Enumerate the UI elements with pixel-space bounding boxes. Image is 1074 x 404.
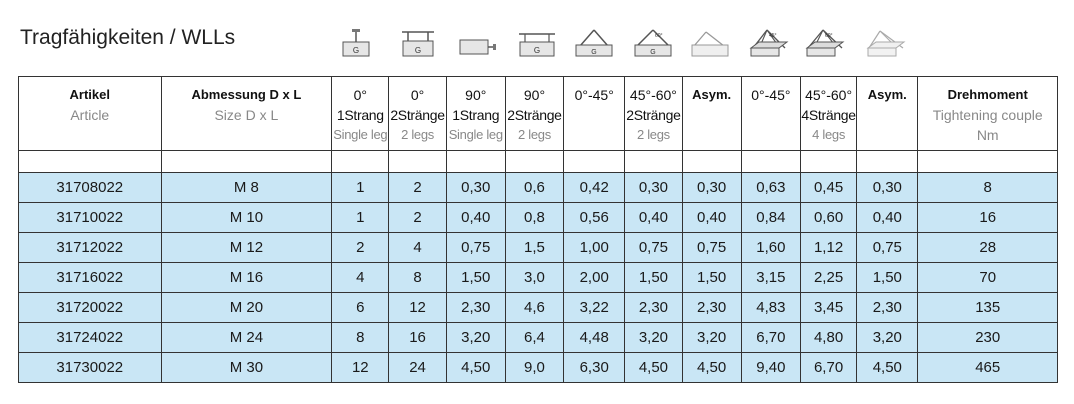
cell-four-legs-0-45deg: 6,70 [741, 323, 800, 353]
header-row [19, 77, 1058, 151]
cell-size: M 30 [161, 353, 332, 383]
cell-four-legs-45-60deg: 0,60 [800, 203, 856, 233]
header-two-legs-0-45deg [564, 77, 625, 151]
header-label: Drehmoment [947, 87, 1028, 102]
cell-two-legs-90deg: 4,6 [505, 293, 563, 323]
cell-two-legs-0deg: 24 [389, 353, 446, 383]
cell-single-leg-0deg: 1 [332, 173, 389, 203]
icon-letter: G [591, 49, 597, 56]
two-legs-90deg-icon [517, 28, 557, 60]
cell-two-legs-0deg: 8 [389, 263, 446, 293]
table-row [19, 173, 1058, 203]
cell-single-leg-90deg: 0,30 [446, 173, 505, 203]
header-four-legs-asym [857, 77, 918, 151]
cell-four-legs-0-45deg: 0,84 [741, 203, 800, 233]
cell-two-legs-90deg: 0,8 [505, 203, 563, 233]
header-label: Abmessung D x L [191, 87, 302, 102]
header-angle: 90° [523, 87, 546, 103]
lifting-configuration-icons [0, 28, 1074, 62]
cell-four-legs-45-60deg: 6,70 [800, 353, 856, 383]
header-legs-en: 2 legs [636, 127, 670, 142]
cell-four-legs-asym: 2,30 [857, 293, 918, 323]
cell-single-leg-0deg: 8 [332, 323, 389, 353]
cell-article: 31710022 [19, 203, 162, 233]
cell-four-legs-0-45deg: 4,83 [741, 293, 800, 323]
cell-two-legs-asym: 2,30 [682, 293, 741, 323]
table-row [19, 203, 1058, 233]
cell-single-leg-0deg: 4 [332, 263, 389, 293]
cell-two-legs-90deg: 9,0 [505, 353, 563, 383]
cell-two-legs-asym: 3,20 [682, 323, 741, 353]
spacer-row [19, 151, 1058, 173]
cell-article: 31724022 [19, 323, 162, 353]
cell-size: M 16 [161, 263, 332, 293]
two-legs-0deg-icon [398, 28, 438, 60]
header-two-legs-90deg [505, 77, 563, 151]
cell-single-leg-90deg: 0,40 [446, 203, 505, 233]
cell-article: 31720022 [19, 293, 162, 323]
table-row [19, 233, 1058, 263]
header-angle: 0° [410, 87, 425, 103]
header-unit: Nm [976, 127, 999, 143]
table-row [19, 263, 1058, 293]
header-legs-de: 2Stränge [626, 107, 681, 123]
cell-article: 31716022 [19, 263, 162, 293]
four-legs-45-60deg-icon [805, 28, 845, 60]
cell-two-legs-0deg: 2 [389, 173, 446, 203]
icon-letter: G [533, 46, 541, 55]
header-legs-de: 1Strang [452, 107, 500, 123]
cell-two-legs-0-45deg: 4,48 [564, 323, 625, 353]
cell-two-legs-0-45deg: 1,00 [564, 233, 625, 263]
single-leg-90deg-icon [458, 28, 498, 60]
cell-size: M 20 [161, 293, 332, 323]
cell-four-legs-45-60deg: 0,45 [800, 173, 856, 203]
cell-two-legs-0-45deg: 0,56 [564, 203, 625, 233]
header-label-en: Size D x L [214, 107, 279, 123]
cell-two-legs-asym: 0,75 [682, 233, 741, 263]
cell-single-leg-90deg: 0,75 [446, 233, 505, 263]
cell-size: M 8 [161, 173, 332, 203]
header-angle: 45°-60° [805, 87, 853, 103]
icon-angle-label: 60° [825, 33, 833, 39]
cell-two-legs-45-60deg: 0,30 [625, 173, 682, 203]
header-angle: 45°-60° [629, 87, 677, 103]
cell-two-legs-asym: 4,50 [682, 353, 741, 383]
cell-two-legs-45-60deg: 0,75 [625, 233, 682, 263]
cell-torque: 16 [918, 203, 1058, 233]
cell-four-legs-asym: 0,75 [857, 233, 918, 263]
header-four-legs-45-60deg [800, 77, 856, 151]
header-single-leg-90deg [446, 77, 505, 151]
header-legs-de: 1Strang [336, 107, 384, 123]
cell-four-legs-45-60deg: 4,80 [800, 323, 856, 353]
single-leg-0deg-icon [336, 28, 376, 60]
cell-torque: 135 [918, 293, 1058, 323]
page-title: Tragfähigkeiten / WLLs [20, 26, 236, 49]
cell-two-legs-asym: 1,50 [682, 263, 741, 293]
wll-table [18, 76, 1058, 383]
cell-four-legs-asym: 1,50 [857, 263, 918, 293]
cell-single-leg-0deg: 12 [332, 353, 389, 383]
header-label-en: Article [70, 107, 110, 123]
icon-letter: G [650, 49, 656, 56]
header-angle: 90° [465, 87, 487, 103]
cell-single-leg-0deg: 2 [332, 233, 389, 263]
header-legs-de: 2Stränge [507, 107, 562, 123]
icon-letter: G [414, 46, 422, 55]
cell-four-legs-asym: 4,50 [857, 353, 918, 383]
header-four-legs-0-45deg [741, 77, 800, 151]
cell-two-legs-0deg: 16 [389, 323, 446, 353]
table-row [19, 293, 1058, 323]
header-legs-en: 4 legs [812, 127, 846, 142]
cell-two-legs-90deg: 6,4 [505, 323, 563, 353]
header-legs-en: 2 legs [401, 127, 434, 142]
cell-size: M 10 [161, 203, 332, 233]
header-angle: 0° [353, 87, 367, 103]
cell-four-legs-asym: 3,20 [857, 323, 918, 353]
cell-two-legs-90deg: 1,5 [505, 233, 563, 263]
cell-two-legs-45-60deg: 1,50 [625, 263, 682, 293]
header-two-legs-0deg [389, 77, 446, 151]
cell-single-leg-0deg: 1 [332, 203, 389, 233]
cell-two-legs-45-60deg: 2,30 [625, 293, 682, 323]
cell-torque: 70 [918, 263, 1058, 293]
cell-four-legs-asym: 0,40 [857, 203, 918, 233]
header-two-legs-asym [682, 77, 741, 151]
cell-two-legs-0deg: 2 [389, 203, 446, 233]
cell-torque: 8 [918, 173, 1058, 203]
header-single-leg-0deg [332, 77, 389, 151]
cell-two-legs-0-45deg: 2,00 [564, 263, 625, 293]
cell-four-legs-45-60deg: 3,45 [800, 293, 856, 323]
two-legs-0-45deg-icon [574, 28, 614, 60]
header-legs-en: Single leg [333, 127, 388, 142]
cell-torque: 465 [918, 353, 1058, 383]
cell-four-legs-0-45deg: 0,63 [741, 173, 800, 203]
header-legs-de: 4Stränge [801, 107, 856, 123]
cell-two-legs-asym: 0,30 [682, 173, 741, 203]
cell-single-leg-90deg: 4,50 [446, 353, 505, 383]
cell-two-legs-0-45deg: 6,30 [564, 353, 625, 383]
header-legs-en: 2 legs [518, 127, 551, 142]
cell-four-legs-0-45deg: 3,15 [741, 263, 800, 293]
cell-two-legs-0-45deg: 3,22 [564, 293, 625, 323]
cell-single-leg-90deg: 2,30 [446, 293, 505, 323]
cell-two-legs-0-45deg: 0,42 [564, 173, 625, 203]
header-angle: 0°-45° [574, 87, 614, 103]
header-label: Asym. [692, 87, 732, 102]
cell-article: 31712022 [19, 233, 162, 263]
cell-size: M 24 [161, 323, 332, 353]
cell-size: M 12 [161, 233, 332, 263]
cell-four-legs-45-60deg: 2,25 [800, 263, 856, 293]
cell-two-legs-45-60deg: 4,50 [625, 353, 682, 383]
cell-four-legs-asym: 0,30 [857, 173, 918, 203]
table-row [19, 353, 1058, 383]
cell-article: 31708022 [19, 173, 162, 203]
cell-two-legs-45-60deg: 0,40 [625, 203, 682, 233]
icon-letter: G [352, 46, 360, 55]
cell-single-leg-0deg: 6 [332, 293, 389, 323]
header-two-legs-45-60deg [625, 77, 682, 151]
cell-article: 31730022 [19, 353, 162, 383]
header-size [161, 77, 332, 151]
cell-torque: 230 [918, 323, 1058, 353]
cell-four-legs-0-45deg: 9,40 [741, 353, 800, 383]
cell-two-legs-90deg: 3,0 [505, 263, 563, 293]
cell-two-legs-0deg: 4 [389, 233, 446, 263]
cell-two-legs-0deg: 12 [389, 293, 446, 323]
cell-single-leg-90deg: 1,50 [446, 263, 505, 293]
icon-angle-label: 60° [655, 33, 663, 39]
two-legs-45-60deg-icon [633, 28, 673, 60]
cell-two-legs-90deg: 0,6 [505, 173, 563, 203]
cell-two-legs-45-60deg: 3,20 [625, 323, 682, 353]
four-legs-0-45deg-icon [749, 28, 789, 60]
header-legs-en: Single leg [448, 127, 503, 142]
header-label-en: Tightening couple [932, 107, 1043, 123]
header-legs-de: 2Stränge [390, 107, 445, 123]
two-legs-asym-icon [690, 28, 730, 60]
four-legs-asym-icon [866, 28, 906, 60]
icon-angle-label: 45° [769, 33, 777, 39]
table-row [19, 323, 1058, 353]
cell-four-legs-0-45deg: 1,60 [741, 233, 800, 263]
header-label: Artikel [69, 87, 110, 102]
header-label: Asym. [867, 87, 907, 102]
cell-torque: 28 [918, 233, 1058, 263]
cell-two-legs-asym: 0,40 [682, 203, 741, 233]
header-torque [918, 77, 1058, 151]
cell-single-leg-90deg: 3,20 [446, 323, 505, 353]
header-angle: 0°-45° [751, 87, 791, 103]
cell-four-legs-45-60deg: 1,12 [800, 233, 856, 263]
header-article [19, 77, 162, 151]
